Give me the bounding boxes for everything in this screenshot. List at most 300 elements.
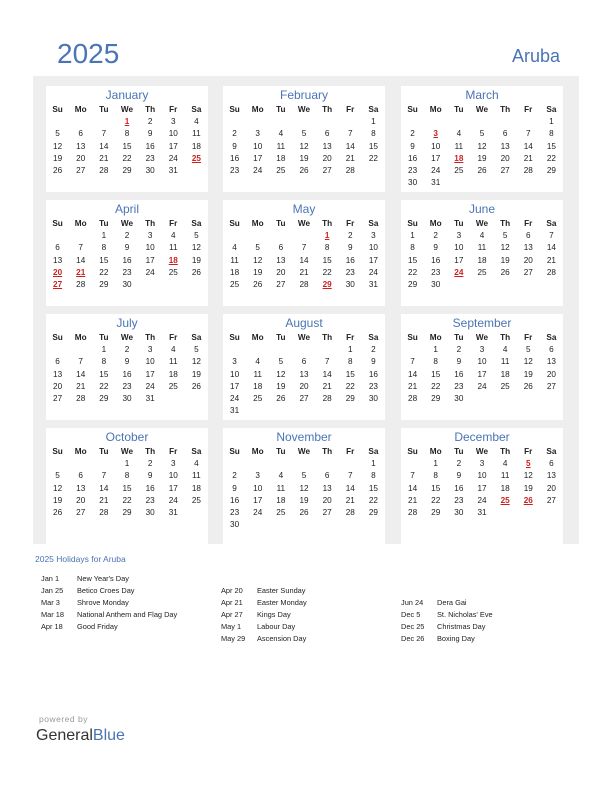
day-cell: 28 [76, 279, 86, 289]
day-cell: 29 [122, 507, 132, 517]
weekday-header: Su [407, 447, 418, 456]
holiday-day: 25 [500, 495, 510, 505]
day-cell: 5 [278, 357, 284, 367]
holiday-day: 26 [523, 495, 533, 505]
holiday-name: Easter Sunday [257, 586, 306, 595]
holiday-date: Apr 20 [221, 586, 243, 595]
holiday-date: Dec 25 [401, 622, 425, 631]
day-cell: 7 [324, 357, 330, 367]
weekday-header: We [475, 447, 489, 456]
day-cell: 7 [347, 129, 353, 139]
weekday-header: Fr [169, 105, 178, 114]
day-cell: 5 [55, 129, 60, 139]
weekday-header: Tu [99, 333, 109, 342]
weekday-header: Tu [454, 447, 464, 456]
month-name: February [279, 88, 329, 102]
day-cell: 7 [301, 243, 307, 253]
holiday-name: St. Nicholas' Eve [437, 610, 493, 619]
empty-day [46, 344, 69, 356]
day-cell: 7 [78, 357, 83, 367]
day-cell: 17 [168, 483, 178, 493]
weekday-header: Sa [546, 219, 557, 228]
empty-day [292, 458, 315, 470]
day-cell: 9 [433, 243, 438, 253]
day-cell: 18 [230, 267, 240, 277]
holiday-row [221, 633, 307, 645]
weekday-header: Fr [169, 219, 178, 228]
day-cell: 22 [546, 153, 556, 163]
weekday-header: Th [500, 447, 511, 456]
day-cell: 25 [276, 165, 286, 175]
day-cell: 20 [76, 495, 86, 505]
day-cell: 30 [122, 393, 132, 403]
day-cell: 4 [170, 345, 176, 355]
day-cell: 13 [276, 255, 286, 265]
day-cell: 25 [500, 381, 510, 391]
weekday-header: Th [322, 105, 333, 114]
day-cell: 30 [145, 165, 155, 175]
day-cell: 9 [456, 357, 462, 367]
day-cell: 29 [345, 393, 355, 403]
day-cell: 28 [299, 279, 309, 289]
weekday-header: Fr [169, 447, 178, 456]
day-cell: 17 [253, 495, 263, 505]
holiday-name: Labour Day [257, 622, 296, 631]
day-cell: 6 [55, 243, 60, 253]
day-cell: 5 [194, 231, 199, 241]
day-cell: 26 [53, 165, 63, 175]
day-cell: 23 [230, 165, 240, 175]
weekday-header: Tu [99, 105, 109, 114]
day-cell: 30 [368, 393, 378, 403]
day-cell: 22 [408, 267, 418, 277]
empty-day [401, 458, 424, 470]
day-cell: 24 [168, 153, 178, 163]
weekday-header: Th [500, 219, 511, 228]
day-cell: 29 [431, 507, 441, 517]
day-cell: 18 [191, 483, 201, 493]
day-cell: 14 [76, 255, 86, 265]
holiday-date: May 29 [221, 634, 246, 643]
day-cell: 3 [255, 129, 260, 139]
day-cell: 13 [546, 471, 556, 481]
day-cell: 16 [408, 153, 418, 163]
day-cell: 8 [347, 357, 353, 367]
country-title: Aruba [511, 46, 560, 66]
day-cell: 26 [276, 393, 286, 403]
day-cell: 12 [53, 141, 63, 151]
weekday-header: Sa [368, 333, 379, 342]
day-cell: 7 [410, 357, 415, 367]
holiday-row [401, 621, 493, 633]
day-cell: 27 [322, 507, 332, 517]
day-cell: 24 [431, 165, 441, 175]
day-cell: 7 [347, 471, 353, 481]
day-cell: 1 [549, 117, 554, 127]
day-cell: 30 [454, 393, 464, 403]
day-cell: 4 [502, 459, 508, 469]
weekday-header: Su [229, 447, 240, 456]
day-cell: 8 [324, 243, 330, 253]
day-cell: 16 [145, 141, 155, 151]
day-cell: 17 [477, 369, 487, 379]
holiday-date: May 1 [221, 622, 242, 631]
holiday-date: Dec 26 [401, 634, 425, 643]
day-cell: 8 [124, 129, 130, 139]
day-cell: 7 [410, 471, 415, 481]
empty-day [246, 116, 269, 128]
day-cell: 13 [322, 141, 332, 151]
day-cell: 24 [145, 381, 155, 391]
day-cell: 22 [345, 381, 355, 391]
day-cell: 19 [523, 483, 533, 493]
day-cell: 21 [408, 495, 418, 505]
day-cell: 4 [194, 117, 199, 127]
day-cell: 20 [299, 381, 309, 391]
day-cell: 8 [371, 129, 376, 139]
day-cell: 1 [124, 459, 130, 469]
day-cell: 23 [122, 267, 132, 277]
day-cell: 9 [456, 471, 462, 481]
empty-day [494, 116, 517, 128]
day-cell: 2 [410, 129, 415, 139]
day-cell: 2 [371, 345, 376, 355]
month-name: July [116, 316, 138, 330]
weekday-header: Su [52, 447, 63, 456]
day-cell: 26 [299, 165, 309, 175]
empty-day [269, 230, 292, 242]
weekday-header: We [120, 105, 134, 114]
weekday-header: Mo [251, 333, 264, 342]
day-cell: 29 [546, 165, 556, 175]
day-cell: 10 [477, 471, 487, 481]
day-cell: 17 [145, 255, 155, 265]
day-cell: 25 [276, 507, 286, 517]
day-cell: 29 [408, 279, 418, 289]
empty-day [292, 230, 315, 242]
day-cell: 31 [477, 507, 487, 517]
day-cell: 5 [479, 129, 485, 139]
day-cell: 26 [523, 381, 533, 391]
weekday-header: We [475, 105, 489, 114]
day-cell: 23 [454, 495, 464, 505]
day-cell: 20 [500, 153, 510, 163]
day-cell: 2 [124, 345, 130, 355]
day-cell: 14 [546, 243, 556, 253]
day-cell: 30 [345, 279, 355, 289]
day-cell: 24 [477, 381, 487, 391]
day-cell: 21 [408, 381, 418, 391]
weekday-header: We [475, 333, 489, 342]
month-july [46, 314, 208, 420]
day-cell: 8 [433, 471, 438, 481]
day-cell: 18 [168, 369, 178, 379]
weekday-header: Sa [191, 447, 202, 456]
month-name: March [465, 88, 499, 102]
day-cell: 13 [53, 369, 63, 379]
powered-by-text: powered by [39, 714, 88, 724]
weekday-header: Su [229, 333, 240, 342]
empty-day [339, 458, 362, 470]
day-cell: 6 [324, 471, 330, 481]
month-december [401, 428, 563, 546]
empty-day [447, 116, 470, 128]
holiday-row [221, 609, 307, 621]
empty-day [223, 344, 246, 356]
day-cell: 4 [479, 231, 485, 241]
day-cell: 22 [122, 153, 132, 163]
day-cell: 10 [454, 243, 464, 253]
day-cell: 11 [276, 141, 286, 151]
holiday-date: Apr 27 [221, 610, 243, 619]
weekday-header: Fr [524, 219, 533, 228]
day-cell: 25 [454, 165, 464, 175]
day-cell: 28 [408, 507, 418, 517]
weekday-header: We [297, 333, 311, 342]
month-name: May [292, 202, 316, 216]
day-cell: 15 [345, 369, 355, 379]
day-cell: 27 [276, 279, 286, 289]
empty-day [292, 344, 315, 356]
weekday-header: Mo [74, 447, 87, 456]
day-cell: 29 [122, 165, 132, 175]
day-cell: 22 [99, 381, 109, 391]
weekday-header: Th [322, 447, 333, 456]
day-cell: 16 [230, 153, 240, 163]
day-cell: 14 [99, 141, 109, 151]
day-cell: 3 [479, 459, 485, 469]
empty-day [316, 344, 339, 356]
weekday-header: Th [500, 105, 511, 114]
holiday-name: Betico Croes Day [77, 586, 135, 595]
month-october [46, 428, 208, 546]
day-cell: 20 [322, 153, 332, 163]
day-cell: 26 [191, 267, 201, 277]
weekday-header: Sa [191, 333, 202, 342]
month-grid [46, 446, 208, 519]
day-cell: 10 [431, 141, 441, 151]
month-grid [46, 104, 208, 177]
day-cell: 11 [169, 357, 178, 367]
holiday-row [401, 597, 493, 609]
day-cell: 21 [345, 495, 355, 505]
holiday-day: 20 [53, 267, 63, 277]
day-cell: 26 [191, 381, 201, 391]
day-cell: 18 [500, 483, 510, 493]
day-cell: 28 [345, 507, 355, 517]
day-cell: 2 [124, 231, 130, 241]
day-cell: 23 [431, 267, 441, 277]
day-cell: 21 [523, 153, 533, 163]
holiday-name: Christmas Day [437, 622, 486, 631]
day-cell: 2 [456, 345, 462, 355]
weekday-header: Mo [429, 447, 442, 456]
month-grid [223, 446, 385, 531]
day-cell: 26 [500, 267, 510, 277]
day-cell: 29 [368, 507, 378, 517]
day-cell: 1 [371, 117, 376, 127]
day-cell: 4 [232, 243, 237, 253]
day-cell: 28 [546, 267, 556, 277]
day-cell: 10 [253, 483, 263, 493]
day-cell: 4 [502, 345, 508, 355]
day-cell: 22 [322, 267, 332, 277]
day-cell: 30 [408, 178, 418, 188]
day-cell: 31 [168, 507, 178, 517]
day-cell: 30 [230, 520, 240, 530]
day-cell: 22 [368, 495, 378, 505]
day-cell: 10 [368, 243, 378, 253]
day-cell: 12 [191, 243, 201, 253]
day-cell: 9 [347, 243, 353, 253]
empty-day [246, 458, 269, 470]
weekday-header: Tu [276, 447, 286, 456]
day-cell: 24 [168, 495, 178, 505]
day-cell: 14 [76, 369, 86, 379]
day-cell: 17 [477, 483, 487, 493]
day-cell: 5 [255, 243, 260, 253]
day-cell: 13 [76, 141, 86, 151]
empty-day [46, 458, 69, 470]
day-cell: 3 [456, 231, 462, 241]
weekday-header: Th [145, 105, 156, 114]
brand-blue: Blue [92, 727, 125, 744]
day-cell: 10 [230, 369, 240, 379]
day-cell: 17 [431, 153, 441, 163]
holiday-date: Jan 25 [41, 586, 64, 595]
day-cell: 27 [546, 495, 556, 505]
weekday-header: Th [145, 219, 156, 228]
day-cell: 21 [299, 267, 309, 277]
day-cell: 20 [76, 153, 86, 163]
holiday-name: Shrove Monday [77, 598, 129, 607]
day-cell: 21 [76, 381, 86, 391]
weekday-header: Tu [454, 105, 464, 114]
day-cell: 6 [549, 345, 554, 355]
day-cell: 16 [368, 369, 378, 379]
day-cell: 18 [191, 141, 201, 151]
day-cell: 23 [145, 153, 155, 163]
day-cell: 16 [122, 369, 132, 379]
day-cell: 27 [523, 267, 533, 277]
holiday-date: Mar 18 [41, 610, 65, 619]
day-cell: 11 [276, 483, 286, 493]
weekday-header: Th [322, 333, 333, 342]
empty-day [401, 116, 424, 128]
day-cell: 23 [368, 381, 378, 391]
day-cell: 14 [99, 483, 109, 493]
empty-day [92, 458, 115, 470]
month-name: September [452, 316, 512, 330]
month-grid [223, 332, 385, 417]
day-cell: 19 [276, 381, 286, 391]
day-cell: 1 [410, 231, 415, 241]
day-cell: 15 [99, 369, 109, 379]
day-cell: 24 [230, 393, 240, 403]
day-cell: 1 [371, 459, 376, 469]
day-cell: 25 [477, 267, 487, 277]
day-cell: 4 [255, 357, 260, 367]
empty-day [69, 230, 92, 242]
weekday-header: We [297, 219, 311, 228]
day-cell: 8 [549, 129, 554, 139]
weekday-header: Su [407, 333, 418, 342]
weekday-header: Sa [191, 105, 202, 114]
day-cell: 15 [368, 483, 378, 493]
day-cell: 9 [410, 141, 415, 151]
day-cell: 16 [454, 369, 464, 379]
day-cell: 14 [345, 141, 355, 151]
weekday-header: Mo [429, 333, 442, 342]
day-cell: 10 [145, 357, 155, 367]
day-cell: 9 [147, 129, 153, 139]
weekday-header: Mo [251, 105, 264, 114]
day-cell: 24 [368, 267, 378, 277]
empty-day [424, 116, 447, 128]
holiday-column [221, 585, 307, 645]
day-cell: 15 [122, 141, 132, 151]
day-cell: 6 [525, 231, 531, 241]
day-cell: 24 [253, 165, 263, 175]
day-cell: 16 [345, 255, 355, 265]
brand-logo[interactable] [36, 727, 125, 745]
day-cell: 5 [502, 231, 508, 241]
holiday-date: Jun 24 [401, 598, 424, 607]
day-cell: 24 [477, 495, 487, 505]
holiday-date: Apr 18 [41, 622, 63, 631]
day-cell: 2 [147, 459, 153, 469]
day-cell: 12 [253, 255, 263, 265]
month-name: April [114, 202, 139, 216]
empty-day [316, 116, 339, 128]
day-cell: 12 [53, 483, 63, 493]
weekday-header: Sa [546, 333, 557, 342]
day-cell: 11 [192, 471, 201, 481]
day-cell: 3 [479, 345, 485, 355]
day-cell: 22 [368, 153, 378, 163]
day-cell: 27 [299, 393, 309, 403]
day-cell: 2 [433, 231, 438, 241]
day-cell: 30 [431, 279, 441, 289]
weekday-header: Su [229, 105, 240, 114]
empty-day [223, 230, 246, 242]
day-cell: 4 [278, 129, 284, 139]
month-grid [46, 332, 208, 405]
day-cell: 17 [168, 141, 178, 151]
day-cell: 22 [431, 495, 441, 505]
holiday-day: 24 [454, 267, 464, 277]
weekday-header: Su [52, 333, 63, 342]
holiday-day: 18 [168, 255, 178, 265]
day-cell: 8 [101, 243, 107, 253]
day-cell: 1 [433, 345, 438, 355]
day-cell: 26 [477, 165, 487, 175]
day-cell: 6 [502, 129, 508, 139]
day-cell: 12 [191, 357, 201, 367]
day-cell: 19 [191, 369, 201, 379]
day-cell: 13 [523, 243, 533, 253]
holiday-row [221, 597, 307, 609]
day-cell: 27 [53, 393, 63, 403]
day-cell: 17 [145, 369, 155, 379]
day-cell: 27 [76, 165, 86, 175]
weekday-header: Fr [346, 333, 355, 342]
day-cell: 9 [232, 141, 237, 151]
day-cell: 12 [523, 357, 533, 367]
day-cell: 25 [168, 381, 178, 391]
day-cell: 18 [477, 255, 487, 265]
month-august [223, 314, 385, 420]
